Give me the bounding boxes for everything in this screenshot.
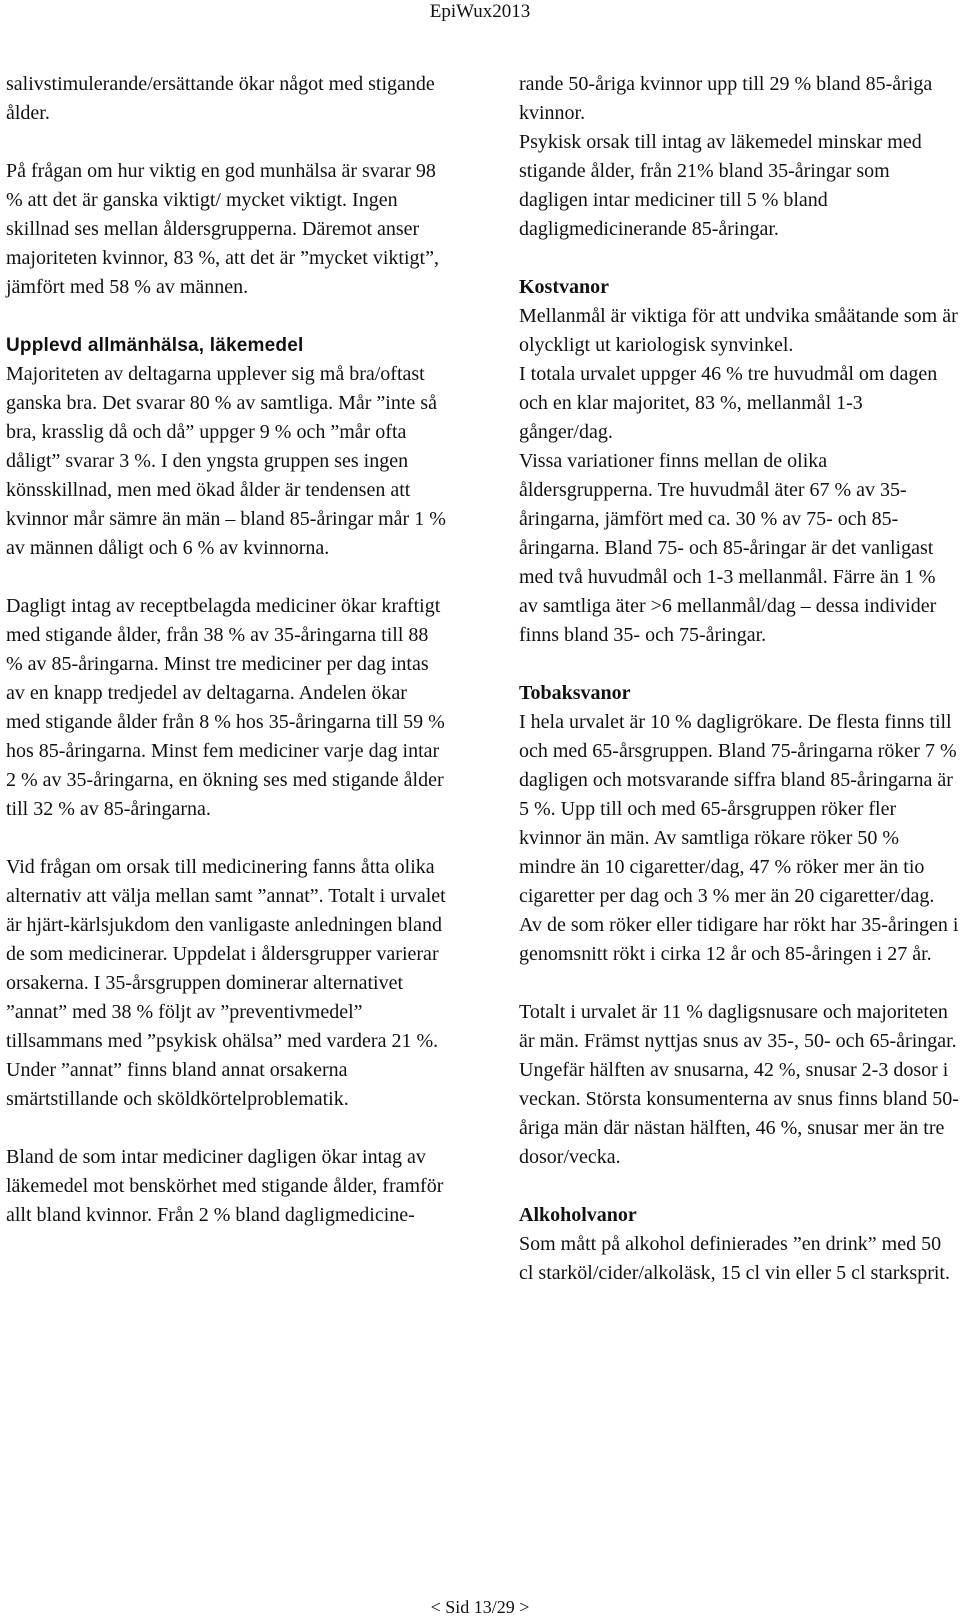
section-heading-kostvanor: Kostvanor [519, 276, 609, 298]
left-column [6, 70, 446, 1230]
document-header: EpiWux2013 [429, 1, 531, 22]
paragraph: salivstimulerande/ersättande ökar något med stigande ålder. [6, 73, 435, 124]
paragraph: Totalt i urvalet är 11 % dagligsnusare och majoriteten är män. Främst nyttjas snus av 35-, 50- och 65-åringar. Ungefär hälften av snusarna, 42 %, snusar 2-3 dosor i veckan. Största konsumenterna av snus finns bland 50-åriga män där nästan hälften, 46 %, snusar mer än tre dosor/vecka. [519, 1001, 959, 1168]
paragraph: Dagligt intag av receptbelagda mediciner ökar kraftigt med stigande ålder, från 38 % av 35-åringarna till 88 % av 85-åringarna. Minst tre mediciner per dag intas av en knapp tredjedel av deltagarna. Andelen ökar med stigande ålder från 8 % hos 35-åringarna till 59 % hos 85-åringarna. Minst fem mediciner varje dag intar 2 % av 35-åringarna, en ökning ses med stigande ålder till 32 % av 85-åringarna. [6, 595, 445, 820]
paragraph: rande 50-åriga kvinnor upp till 29 % bland 85-åriga kvinnor. [519, 73, 933, 124]
paragraph: Av de som röker eller tidigare har rökt har 35-åringen i genomsnitt rökt i cirka 12 år och 85-åringen i 27 år. [519, 914, 959, 965]
section-heading-tobaksvanor: Tobaksvanor [519, 682, 631, 704]
paragraph: Som mått på alkohol definierades ”en drink” med 50 cl starköl/cider/alkoläsk, 15 cl vin eller 5 cl starksprit. [519, 1233, 950, 1284]
paragraph: I hela urvalet är 10 % dagligrökare. De flesta finns till och med 65-årsgruppen. Bland 75-åringarna röker 7 % dagligen och motsvarande siffra bland 85-åringarna är 5 %. Upp till och med 65-årsgruppen röker fler kvinnor än män. Av samtliga rökare röker 50 % mindre än 10 cigaretter/dag, 47 % röker mer än tio cigaretter per dag och 3 % mer än 20 cigaretter/dag. [519, 711, 957, 907]
section-heading-alkoholvanor: Alkoholvanor [519, 1204, 637, 1226]
paragraph: I totala urvalet uppger 46 % tre huvudmål om dagen och en klar majoritet, 83 %, mellanmål 1-3 gånger/dag. [519, 363, 938, 443]
paragraph: Vissa variationer finns mellan de olika åldersgrupperna. Tre huvudmål äter 67 % av 35-åringarna, jämfört med ca. 30 % av 75- och 85-åringarna. Bland 75- och 85-åringar är det vanligast med två huvudmål och 1-3 mellanmål. Färre än 1 % av samtliga äter >6 mellanmål/dag – dessa individer finns bland 35- och 75-åringar. [519, 450, 937, 646]
page-number: < Sid 13/29 > [430, 1597, 530, 1617]
paragraph: Psykisk orsak till intag av läkemedel minskar med stigande ålder, från 21% bland 35-åringar som dagligen intar mediciner till 5 % bland dagligmedicinerande 85-åringar. [519, 131, 922, 240]
right-column [519, 70, 959, 1288]
paragraph: Mellanmål är viktiga för att undvika småätande som är olyckligt ut kariologisk synvinkel. [519, 305, 958, 356]
paragraph: Bland de som intar mediciner dagligen ökar intag av läkemedel mot benskörhet med stigande ålder, framför allt bland kvinnor. Från 2 % bland dagligmedicine- [6, 1146, 444, 1226]
paragraph: Majoriteten av deltagarna upplever sig må bra/oftast ganska bra. Det svarar 80 % av samtliga. Mår ”inte så bra, krasslig då och då” uppger 9 % och ”mår ofta dåligt” svarar 3 %. I den yngsta gruppen ses ingen könsskillnad, men med ökad ålder är tendensen att kvinnor mår sämre än män – bland 85-åringar mår 1 % av männen dåligt och 6 % av kvinnorna. [6, 363, 446, 559]
paragraph: På frågan om hur viktig en god munhälsa är svarar 98 % att det är ganska viktigt/ mycket viktigt. Ingen skillnad ses mellan åldersgrupperna. Däremot anser majoriteten kvinnor, 83 %, att det är ”mycket viktigt”, jämfört med 58 % av männen. [6, 160, 439, 298]
paragraph: Vid frågan om orsak till medicinering fanns åtta olika alternativ att välja mellan samt ”annat”. Totalt i urvalet är hjärt-kärlsjukdom den vanligaste anledningen bland de som medicinerar. Uppdelat i åldersgrupper varierar orsakerna. I 35-årsgruppen dominerar alternativet ”annat” med 38 % följt av ”preventivmedel” tillsammans med ”psykisk ohälsa” med vardera 21 %. Under ”annat” finns bland annat orsakerna smärtstillande och sköldkörtelproblematik. [6, 856, 446, 1110]
section-heading-allmanhalsa: Upplevd allmänhälsa, läkemedel [6, 335, 304, 356]
